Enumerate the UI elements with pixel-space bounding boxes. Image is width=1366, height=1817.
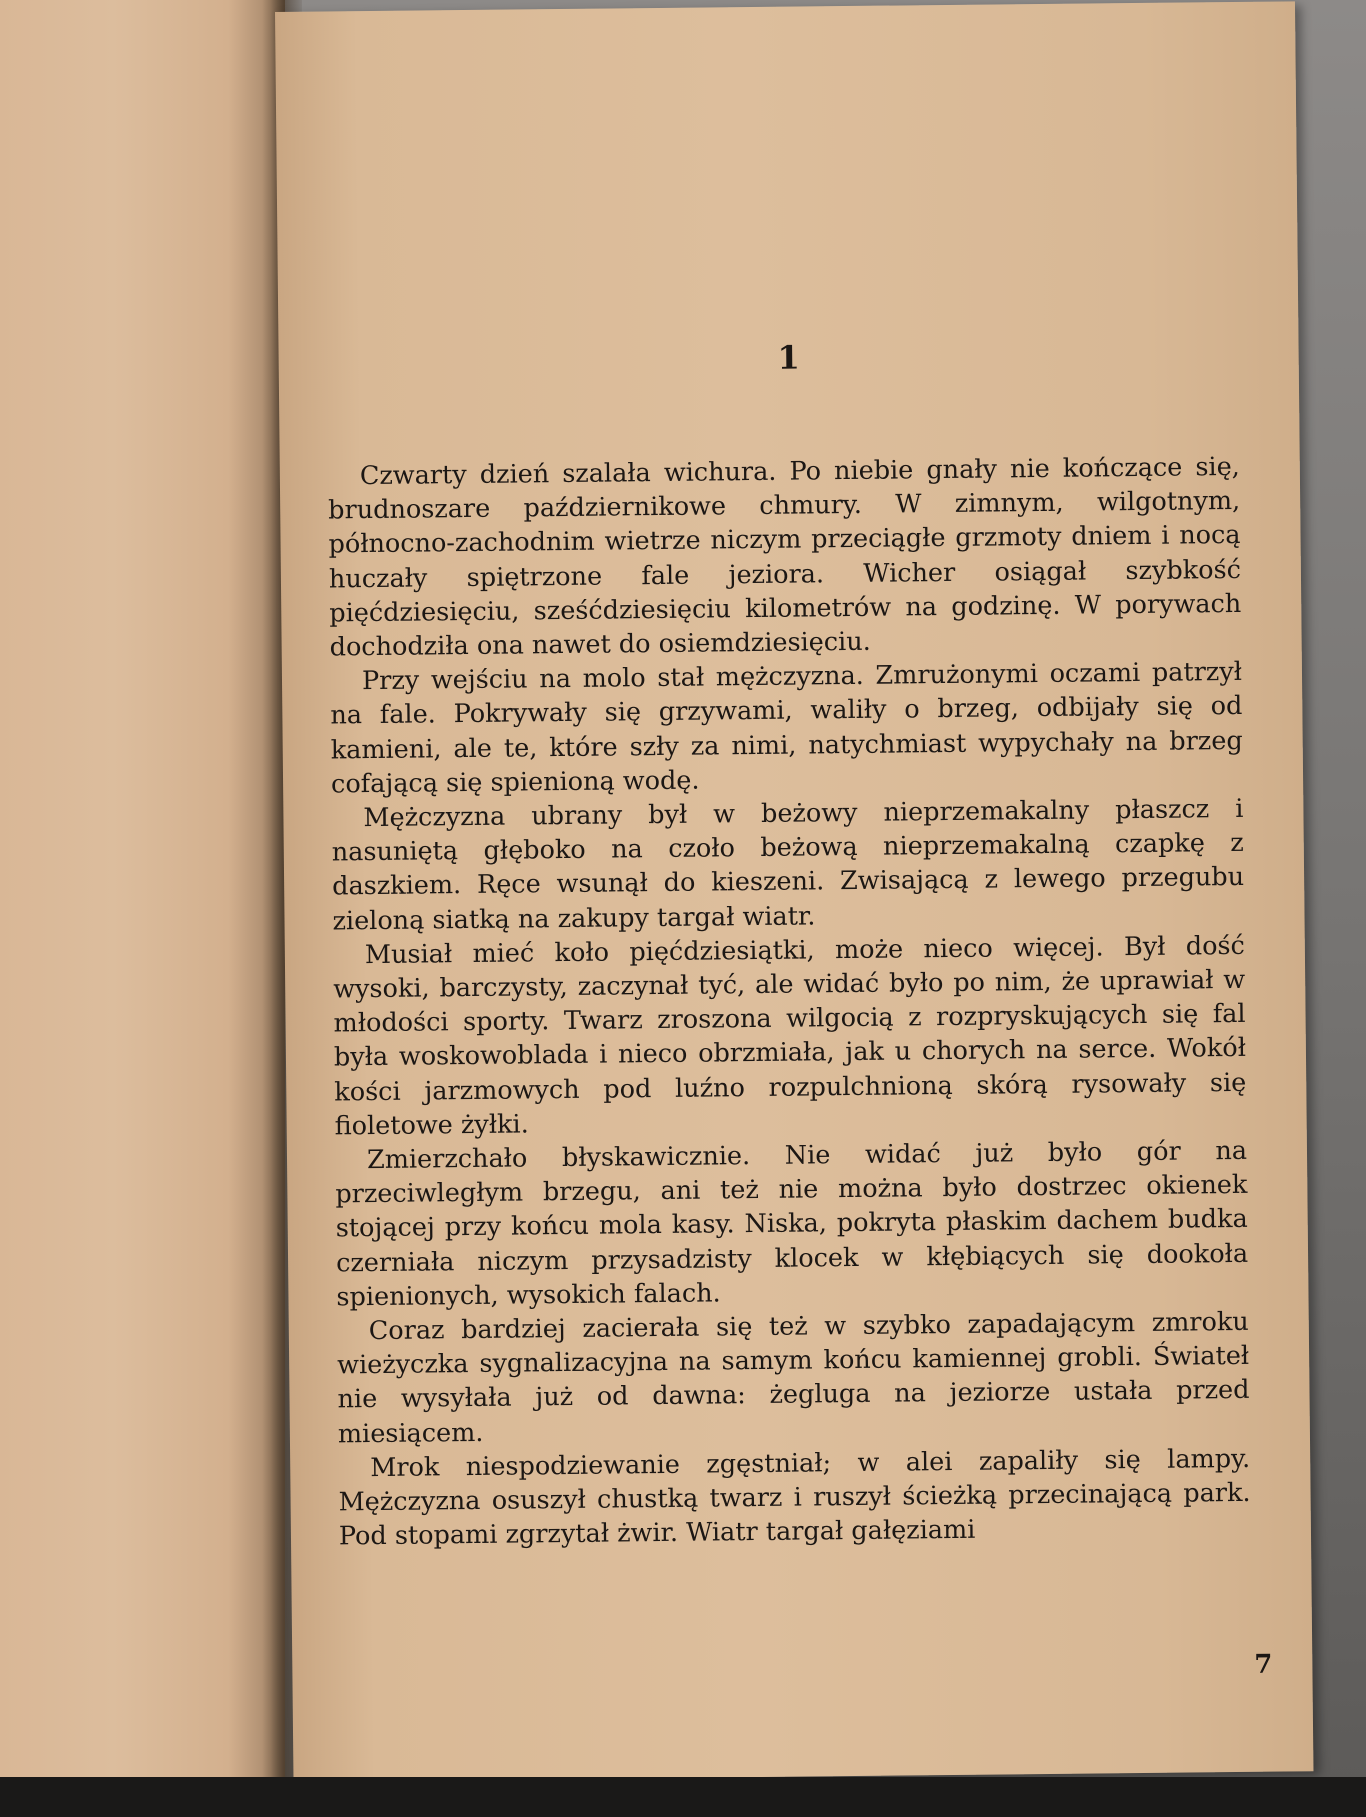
paragraph-2: Przy wejściu na molo stał mężczyzna. Zmrużonymi oczami patrzył na fale. Pokrywały się grzywami, waliły o brzeg, odbijały się od kamieni, ale te, które szły za nimi, natychmiast wypychały na brzeg cofającą się spienioną wodę. [330, 657, 1243, 800]
page-number: 7 [1254, 1649, 1273, 1680]
paragraph-7: Mrok niespodziewanie zgęstniał; w alei zapaliły się lampy. Mężczyzna osuszył chustką twarz i ruszył ścieżką przecinającą park. Pod stopami zgrzytał żwir. Wiatr targał gałęziami [338, 1443, 1251, 1552]
chapter-number: 1 [777, 338, 800, 377]
paragraph-6: Coraz bardziej zacierała się też w szybko zapadającym zmroku wieżyczka sygnalizacyjna na samym końcu kamiennej grobli. Świateł nie wysyłała już od dawna: żegluga na jeziorze ustała przed miesiącem. [337, 1306, 1250, 1450]
right-page [275, 1, 1313, 1782]
paragraph-3: Mężczyzna ubrany był w beżowy nieprzemakalny płaszcz i nasuniętą głęboko na czoło beżową nieprzemakalną czapkę z daszkiem. Ręce wsunął do kieszeni. Zwisającą z lewego przegubu zieloną siatką na zakupy targał wiatr. [331, 793, 1245, 937]
left-page [0, 0, 285, 1817]
paragraph-1: Czwarty dzień szalała wichura. Po niebie gnały nie kończące się, brudnoszare październikowe chmury. W zimnym, wilgotnym, północno-zachodnim wietrze niczym przeciągłe grzmoty dniem i nocą huczały spiętrzone fale jeziora. Wicher osiągał szybkość pięćdziesięciu, sześćdziesięciu kilometrów na godzinę. W porywach dochodziła ona nawet do osiemdziesięciu. [328, 451, 1242, 663]
table-surface [0, 1777, 1366, 1817]
paragraph-5: Zmierzchało błyskawicznie. Nie widać już było gór na przeciwległym brzegu, ani też nie można było dostrzec okienek stojącej przy końcu mola kasy. Niska, pokryta płaskim dachem budka czerniała niczym przysadzisty klocek w kłębiących się dookoła spienionych, wysokich falach. [335, 1135, 1249, 1313]
page-content [275, 1, 1313, 1782]
body-text [328, 450, 1251, 1554]
paragraph-4: Musiał mieć koło pięćdziesiątki, może nieco więcej. Był dość wysoki, barczysty, zaczynał tyć, ale widać było po nim, że uprawiał w młodości sporty. Twarz zroszona wilgocią z rozpryskujących się fal była woskowoblada i nieco obrzmiała, jak u chorych na serce. Wokół kości jarzmowych pod luźno rozpulchnioną skórą rysowały się fioletowe żyłki. [333, 930, 1247, 1142]
